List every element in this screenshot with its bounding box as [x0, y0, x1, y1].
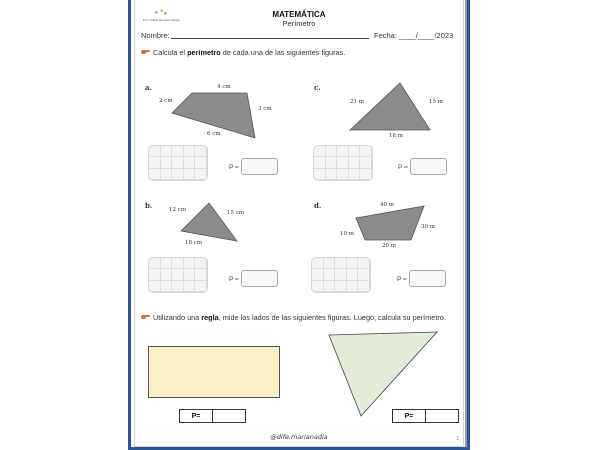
triangle-perimeter-table	[392, 409, 459, 423]
page-number: 1	[456, 436, 459, 442]
instruction-1	[141, 48, 345, 57]
worksheet-title: MATEMÁTICA	[272, 10, 326, 19]
figure-d-label: d.	[314, 201, 322, 210]
figure-c-answer-box[interactable]	[410, 158, 447, 175]
figure-d-answer-box[interactable]	[409, 270, 446, 287]
figure-c-p-label: P =	[398, 164, 408, 171]
figure-a-side-left: 2 cm	[159, 98, 173, 104]
measure-rectangle	[148, 346, 280, 398]
figure-a-grid	[148, 145, 208, 181]
figure-d-p-label: P =	[397, 276, 407, 283]
figure-c-side-right: 15 m	[429, 99, 443, 105]
figure-b-grid	[148, 257, 208, 293]
rectangle-p-label: P=	[180, 410, 213, 422]
instruction-1-keyword: perímetro	[187, 48, 221, 57]
figure-c-side-bottom: 18 m	[389, 133, 403, 139]
name-label: Nombre:	[141, 31, 170, 40]
measure-triangle	[131, 0, 132, 1]
figure-c-label: c.	[314, 83, 321, 92]
figure-b-side-right: 15 cm	[227, 210, 245, 216]
worksheet-subtitle: Perímetro	[282, 19, 316, 28]
worksheet-page	[128, 0, 470, 450]
figure-a-side-right: 3 cm	[258, 106, 272, 112]
rectangle-answer-cell[interactable]	[213, 410, 245, 422]
instruction-2	[141, 313, 461, 322]
figure-a-side-top: 4 cm	[217, 84, 231, 90]
figure-c-grid	[313, 145, 373, 181]
pointing-hand-icon	[141, 49, 150, 55]
figure-a-p-label: P =	[229, 164, 239, 171]
instruction-1-text: Calcula el	[153, 48, 188, 57]
figure-b-side-left: 12 cm	[169, 207, 187, 213]
rectangle-perimeter-table	[179, 409, 246, 423]
date-field[interactable]: Fecha: ____/____/2023	[374, 31, 454, 40]
pointing-hand-icon	[141, 314, 150, 320]
logo-text: Pro's Pablo Neruda Colegio	[143, 18, 180, 22]
figure-d-side-right: 30 m	[421, 224, 435, 230]
figure-d-side-bottom: 20 m	[382, 243, 396, 249]
figure-d-grid	[311, 257, 371, 293]
figure-c-side-left: 21 m	[350, 99, 364, 105]
instruction-2-text-end: , mide los lados de las siguientes figuras. Luego, calcula su perímetro.	[218, 313, 446, 322]
triangle-p-label: P=	[393, 410, 426, 422]
instruction-2-keyword: regla	[201, 313, 219, 322]
figure-d-side-top: 40 m	[380, 202, 394, 208]
figure-b-label: b.	[145, 201, 153, 210]
name-field[interactable]	[171, 38, 369, 39]
figure-a-answer-box[interactable]	[241, 158, 278, 175]
figure-a-label: a.	[145, 83, 152, 92]
figure-d-side-left: 10 m	[340, 231, 354, 237]
triangle-answer-cell[interactable]	[426, 410, 458, 422]
figure-b-p-label: P =	[229, 276, 239, 283]
author-signature: @dife.marianadia	[270, 433, 328, 441]
instruction-2-text: Utilizando una	[153, 313, 202, 322]
figure-b-side-bottom: 18 cm	[185, 240, 203, 246]
figure-b-answer-box[interactable]	[241, 270, 278, 287]
figure-a-side-bottom: 6 cm	[207, 131, 221, 137]
instruction-1-text-end: de cada una de las siguientes figuras.	[220, 48, 346, 57]
